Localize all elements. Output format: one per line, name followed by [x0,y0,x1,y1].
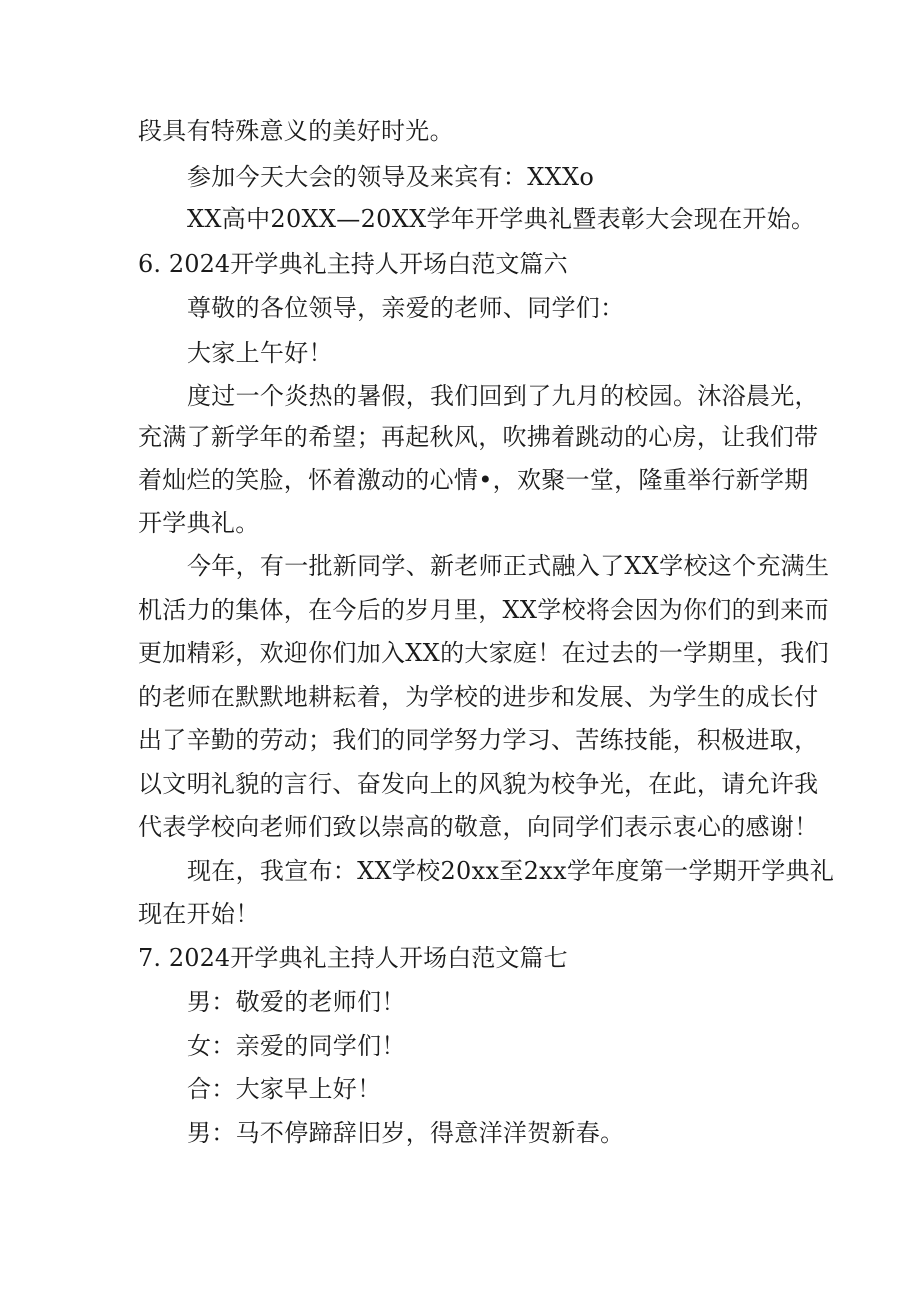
greeting-line: 尊敬的各位领导，亲爱的老师、同学们： [187,294,625,322]
paragraph-line: 充满了新学年的希望；再起秋风，吹拂着跳动的心房，让我们带 [138,423,819,451]
dialogue-line: 男：敬爱的老师们！ [187,988,406,1016]
greeting-line: 大家上午好！ [187,339,333,367]
paragraph-line: 着灿烂的笑脸，怀着激动的心情•，欢聚一堂，隆重举行新学期 [138,466,809,494]
paragraph-line: 以文明礼貌的言行、奋发向上的风貌为校争光，在此，请允许我 [138,770,819,798]
dialogue-line: 合：大家早上好！ [187,1075,382,1103]
paragraph-line: 代表学校向老师们致以崇高的敬意，向同学们表示衷心的感谢！ [138,813,819,841]
section-heading-6: 6. 2024开学典礼主持人开场白范文篇六 [138,250,568,278]
paragraph-line: 更加精彩，欢迎你们加入XX的大家庭！在过去的一学期里，我们 [138,639,829,667]
paragraph-line: 段具有特殊意义的美好时光。 [138,117,454,145]
paragraph-line: 度过一个炎热的暑假，我们回到了九月的校园。沐浴晨光， [187,382,819,410]
paragraph-line: XX高中20XX—20XX学年开学典礼暨表彰大会现在开始。 [187,205,816,233]
paragraph-line: 参加今天大会的领导及来宾有：XXXo [187,163,595,191]
paragraph-line: 开学典礼。 [138,509,260,537]
paragraph-line: 现在，我宣布：XX学校20xx至2xx学年度第一学期开学典礼 [187,857,835,885]
dialogue-line: 女：亲爱的同学们！ [187,1032,406,1060]
paragraph-line: 机活力的集体，在今后的岁月里，XX学校将会因为你们的到来而 [138,596,829,624]
paragraph-line: 现在开始！ [138,900,260,928]
section-heading-7: 7. 2024开学典礼主持人开场白范文篇七 [138,944,568,972]
paragraph-line: 出了辛勤的劳动；我们的同学努力学习、苦练技能，积极进取， [138,726,819,754]
paragraph-line: 今年，有一批新同学、新老师正式融入了XX学校这个充满生 [187,552,830,580]
paragraph-line: 的老师在默默地耕耘着，为学校的进步和发展、为学生的成长付 [138,683,819,711]
dialogue-line: 男：马不停蹄辞旧岁，得意洋洋贺新春。 [187,1119,625,1147]
